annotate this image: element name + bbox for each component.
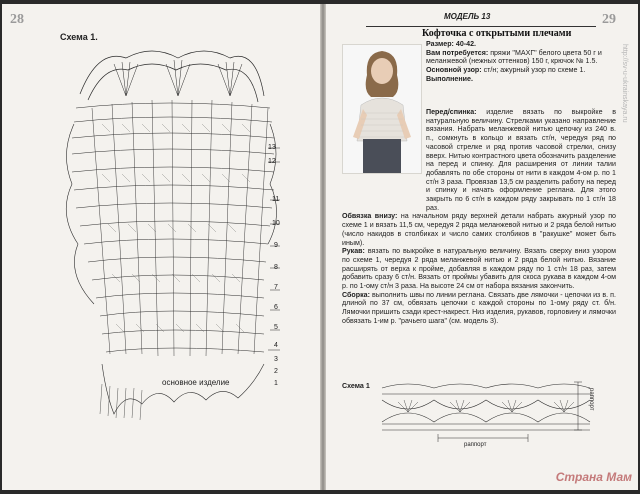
main-pattern-text: ст/н; ажурный узор по схеме 1. [483,66,586,75]
main-piece-label: основное изделие [162,378,230,387]
materials-text: пряжи "МАХГ" белого цвета 50 г и меланжевой (нежных оттенков) 150 г, крючок № 1.5. [426,48,602,66]
model-label: МОДЕЛЬ 13 [444,12,491,21]
row-number: 5 [274,324,278,331]
row-number: 7 [274,284,278,291]
page-number-right: 29 [602,12,616,27]
materials-label: Вам потребуется: [426,48,489,57]
size-text: Размер: 40-42. [426,40,476,48]
raport-label-horizontal: раппорт [464,442,487,448]
site-watermark: Страна Мам [555,470,632,484]
row-number: 11 [272,196,280,203]
row-number: 4 [274,342,278,349]
work-label: Выполнение. [426,74,473,83]
raport-label-vertical: раппорт [588,388,594,411]
scheme-title-left: Схема 1. [60,32,98,42]
page-number-left: 28 [10,12,24,27]
front-back-text: изделие вязать по выкройке в натуральную величину. Стрелками указано направление вязания. Набрать меланжевой нитью цепочку из 240 в. п., сомкнуть в кольцо и вязать ст/н, чередуя ряд по часовой стрелке и ряд против часовой стрелки, снизу вверх. Нитью контрастного цвета обозначить разделение на перед и спинку. Для расширения от линии талии добавлять по обе стороны от нити в каждом 4-ом р. по 1 ст/н 3 раза. Провязав 13,5 см разделить работу на перед и спинку и начать оформление реглана. Для этого закрыть по 6 ст/н в каждом ряду закрывать по 1 ст/н 18 раз. [426,108,616,212]
assembly-label: Сборка: [342,290,370,299]
bottom-text: на начальном ряду верхней детали набрать ажурный узор по схеме 1 и вязать 11,5 см, чередуя 2 ряда меланжевой нитью и 2 ряда белой нитью (число накидов в столбиках и число самих столбиков в "ракушке" может быть иным). [342,212,616,247]
main-pattern-label: Основной узор: [426,66,482,75]
scheme-title-right: Схема 1 [342,382,370,390]
crochet-chart-diagram [2,4,320,490]
side-credit-url: http://sv-u-ukrainskaya.ru [621,44,628,123]
row-number: 10 [272,220,280,227]
left-page [2,4,320,490]
assembly-text: выполнить швы по линии реглана. Связать две лямочки - цепочки из в. п. длиной по 37 см, обвязать цепочки с каждой стороны по 1-ому ряду ст. б/н. Лямочки пришить сзади крест-накрест. Низ изделия, рукавов, горловину и лямочки обвязать 1-им р. "рачьего шага" (см. модель 3). [342,290,616,325]
row-number: 1 [274,380,278,387]
sleeves-text: вязать по выкройке в натуральную величину. Вязать сверху вниз узором по схеме 1, чередуя 2 ряда меланжевой нитью и 2 ряда белой нитью. Вязание расширять от верха к пройме, добавляя в каждом ряду по 1 ст/н 18 раз, затем добавить сразу 6 ст/н. Вязать от проймы убавить для скоса рукава в каждом 4-ом р. по 1-ому ст/н 3 раза. На высоте 24 см от набора вязания закончить. [342,247,616,291]
bottom-label: Обвязка внизу: [342,212,398,221]
instructions-block [342,108,616,326]
row-number: 2 [274,368,278,375]
pattern-scheme-1 [378,378,596,448]
row-number: 6 [274,304,278,311]
sleeves-label: Рукав: [342,247,365,256]
row-number: 13 [268,144,276,151]
row-number: 8 [274,264,278,271]
row-number: 12 [268,158,276,165]
info-block [426,40,614,84]
page-title: Кофточка с открытыми плечами [422,28,572,39]
row-number: 9 [274,242,278,249]
right-page [326,4,638,490]
row-number: 3 [274,356,278,363]
front-back-label: Перед/спинка: [426,108,477,116]
